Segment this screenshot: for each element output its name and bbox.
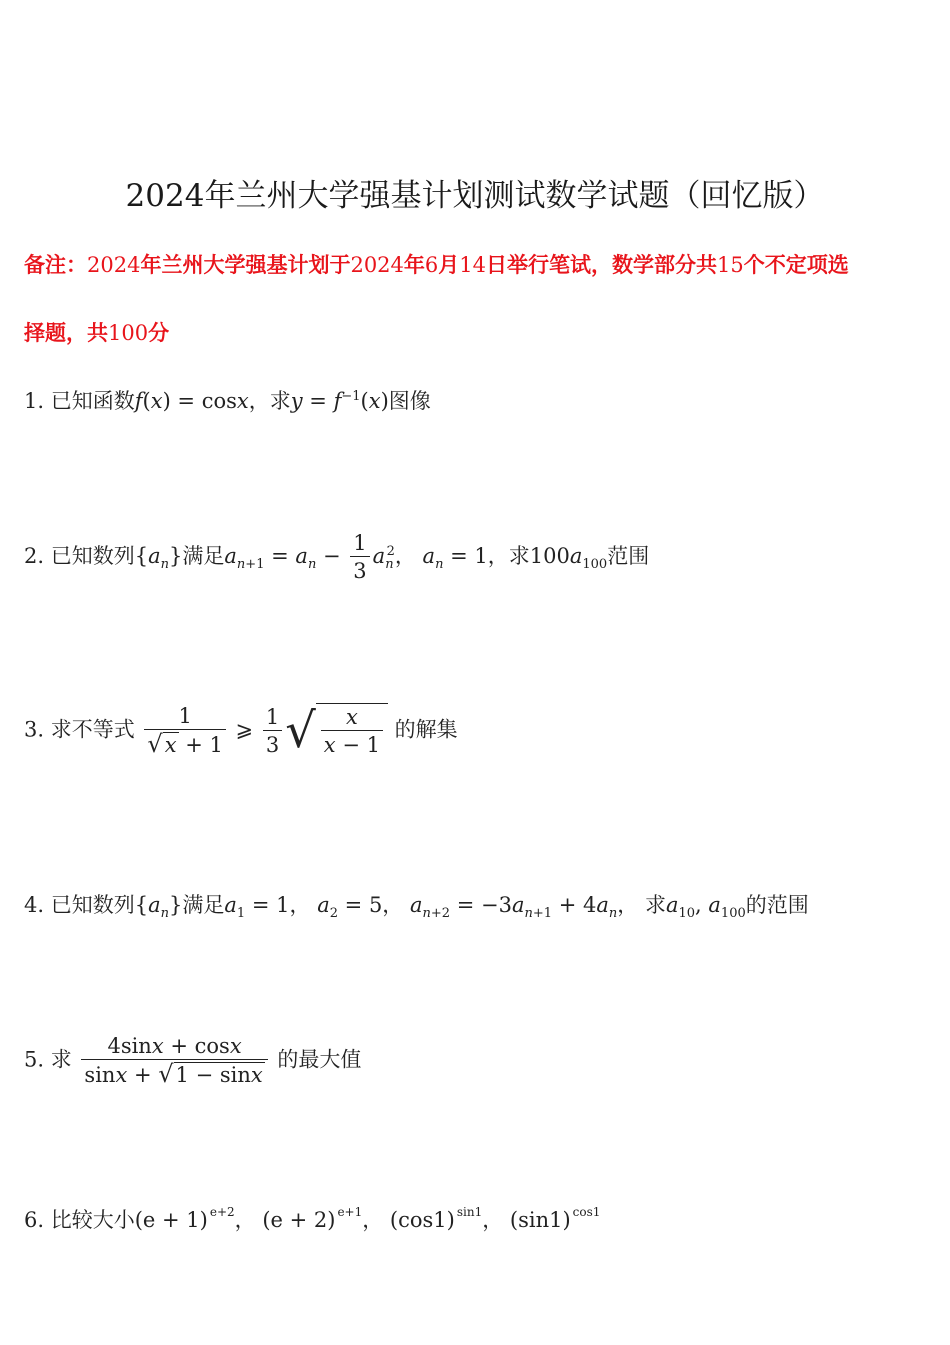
question-3: 3. 求不等式 $\frac{1}{√x + 1}$ ⩾ $\frac{1}{3}$ √ $\frac{x}{x - 1}$ 的解集 (24, 703, 458, 759)
page-title: 2024年兰州大学强基计划测试数学试题（回忆版） (125, 178, 825, 214)
question-4: 4. 已知数列$\{a_n\}$满足$a_1 = 1$， $a_2 = 5$， $a_{n+2} = -3a_{n+1} + 4a_n$， 求$a_{10}$, $a_{100}$的范围 (24, 893, 809, 922)
question-6: 6. 比较大小(e + 1) $^{e+2}$， (e + 2) $^{e+1}$， (cos1) $^{sin1}$， (sin1) $^{cos1}$ (24, 1205, 601, 1232)
question-2: 2. 已知数列$\{a_n\}$满足$a_{n+1} = a_n$ − $\frac{1}{3}$ $a_n^2$， $a_n = 1$，求$100a_{100}$范围 (24, 531, 650, 583)
question-5: 5. 求 $\frac{4\sin x + \cos x}{\sin x + √1 - \sin x}$ 的最大值 (24, 1034, 362, 1088)
note-line-1: 备注：2024年兰州大学强基计划于2024年6月14日举行笔试，数学部分共15个不定项选 (24, 252, 849, 277)
question-1: 1. 已知函数f(x) = cosx，求$y = f^{-1}(x)$图像 (24, 389, 431, 413)
note (24, 248, 934, 345)
note-line-2: 择题，共100分 (24, 320, 170, 345)
